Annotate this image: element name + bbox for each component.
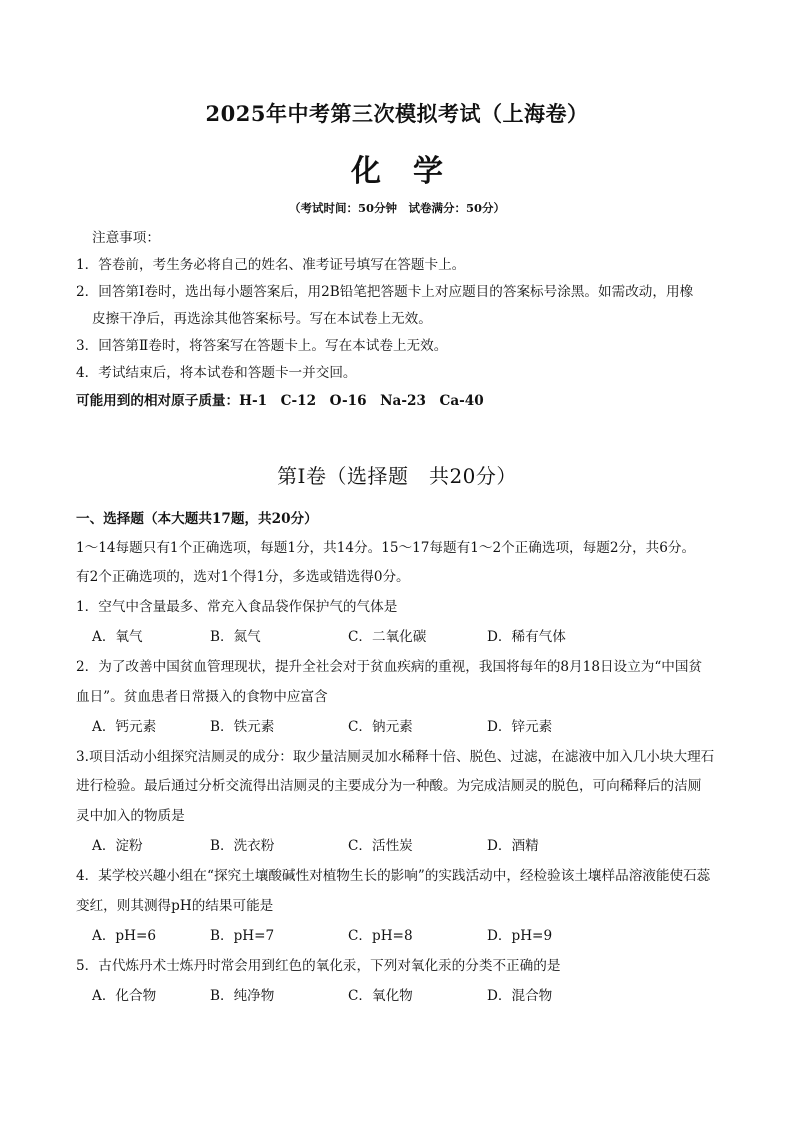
question-4-stem: 4．某学校兴趣小组在“探究土壤酸碱性对植物生长的影响”的实践活动中，经检验该土壤样品溶液能使石蕊 [76,868,711,884]
option-b: B．纯净物 [210,988,275,1004]
question-2-stem: 血日”。贫血患者日常摄入的食物中应富含 [76,689,328,705]
option-d: D．锌元素 [487,719,553,735]
part-heading: 一、选择题（本大题共17题，共20分） [76,511,318,527]
option-b: B．洗衣粉 [210,838,275,854]
option-c: C．氧化物 [348,988,413,1004]
option-c: C．钠元素 [348,719,413,735]
option-d: D．稀有气体 [487,629,566,645]
note-item: 3．回答第Ⅱ卷时，将答案写在答题卡上。写在本试卷上无效。 [76,338,448,354]
question-3-stem: 3.项目活动小组探究洁厕灵的成分：取少量洁厕灵加水稀释十倍、脱色、过滤，在滤液中加入几小块大理石 [76,749,715,765]
notes-heading: 注意事项： [92,230,160,246]
option-a: A．化合物 [92,988,157,1004]
option-a: A．钙元素 [92,719,157,735]
instruction-line: 1～14每题只有1个正确选项，每题1分，共14分。15～17每题有1～2个正确选项，每题2分，共6分。 [76,540,696,556]
question-4-stem: 变红，则其测得pH的结果可能是 [76,898,274,914]
note-item: 2．回答第Ⅰ卷时，选出每小题答案后，用2B铅笔把答题卡上对应题目的答案标号涂黑。如需改动，用橡 [76,284,694,300]
exam-info: （考试时间：50分钟 试卷满分：50分） [288,201,505,215]
note-item: 1．答卷前，考生务必将自己的姓名、准考证号填写在答题卡上。 [76,257,466,273]
question-3-stem: 灵中加入的物质是 [76,808,185,824]
option-d: D．pH=9 [487,928,553,944]
note-item-continued: 皮擦干净后，再选涂其他答案标号。写在本试卷上无效。 [92,311,432,327]
exam-title: 2025年中考第三次模拟考试（上海卷） [205,101,589,126]
option-b: B．铁元素 [210,719,275,735]
option-d: D．酒精 [487,838,539,854]
option-b: B．pH=7 [210,928,275,944]
option-d: D．混合物 [487,988,553,1004]
question-3-stem: 进行检验。最后通过分析交流得出洁厕灵的主要成分为一种酸。为完成洁厕灵的脱色，可向稀释后的洁厕 [76,778,702,794]
note-item: 4．考试结束后，将本试卷和答题卡一并交回。 [76,365,357,381]
question-1-stem: 1．空气中含量最多、常充入食品袋作保护气的气体是 [76,599,398,615]
section-title: 第Ⅰ卷（选择题 共20分） [277,464,517,488]
question-5-stem: 5．古代炼丹术士炼丹时常会用到红色的氧化汞，下列对氧化汞的分类不正确的是 [76,958,561,974]
atomic-mass-line: 可能用到的相对原子质量：H-1 C-12 O-16 Na-23 Ca-40 [76,393,484,409]
option-c: C．活性炭 [348,838,413,854]
option-b: B．氮气 [210,629,261,645]
instruction-line: 有2个正确选项的，选对1个得1分，多选或错选得0分。 [76,569,410,585]
subject-title: 化学 [351,154,475,189]
option-a: A．淀粉 [92,838,143,854]
option-a: A．氧气 [92,629,143,645]
option-a: A．pH=6 [92,928,157,944]
option-c: C．pH=8 [348,928,413,944]
question-2-stem: 2．为了改善中国贫血管理现状，提升全社会对于贫血疾病的重视，我国将每年的8月18日设立为“中国贫 [76,659,703,675]
option-c: C．二氧化碳 [348,629,427,645]
